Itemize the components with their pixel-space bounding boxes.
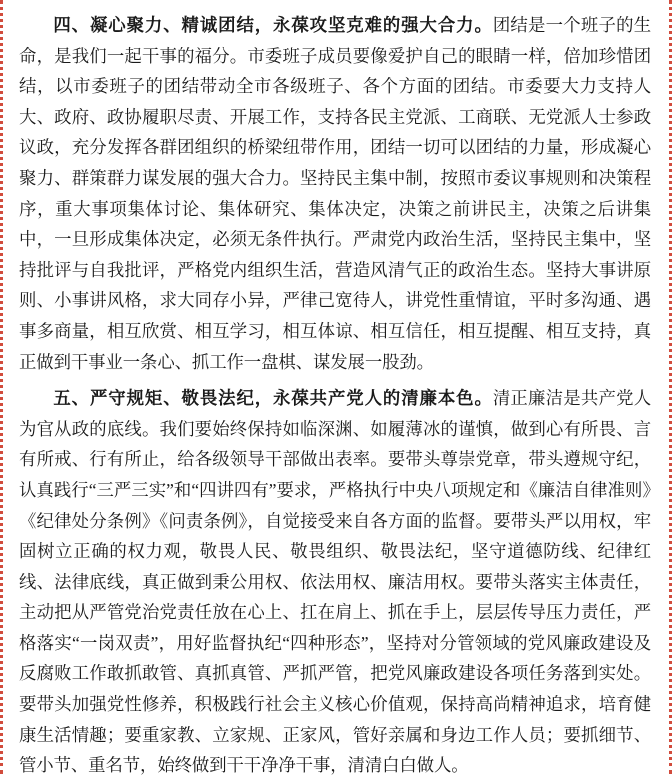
section-four-heading: 四、凝心聚力、精诚团结，永葆攻坚克难的强大合力。 xyxy=(53,15,493,35)
document-body xyxy=(19,10,651,781)
section-five-heading: 五、严守规矩、敬畏法纪，永葆共产党人的清廉本色。 xyxy=(53,388,493,409)
paragraph-section-four xyxy=(19,10,651,377)
paragraph-section-five xyxy=(19,383,651,781)
section-five-body: 清正廉洁是共产党人为官从政的底线。我们要始终保持如临深渊、如履薄冰的谨慎，做到心有所畏、言有所戒、行有所止，给各级领导干部做出表率。要带头尊崇党章，带头遵规守纪，认真践行“三严三实”和“四讲四有”要求，严格执行中央八项规定和《廉洁自律准则》《纪律处分条例》《问责条例》，自觉接受来自各方面的监督。要带头严以用权，牢固树立正确的权力观，敬畏人民、敬畏组织、敬畏法纪，坚守道德防线、纪律红线、法律底线，真正做到秉公用权、依法用权、廉洁用权。要带头落实主体责任，主动把从严管党治党责任放在心上、扛在肩上、抓在手上，层层传导压力责任，严格落实“一岗双责”，用好监督执纪“四种形态”，坚持对分管领域的党风廉政建设及反腐败工作敢抓敢管、真抓真管、严抓严管，把党风廉政建设各项任务落到实处。要带头加强党性修养，积极践行社会主义核心价值观，保持高尚精神追求，培育健康生活情趣；要重家教、立家规、正家风，管好亲属和身边工作人员；要抓细节、管小节、重名节，始终做到干干净净干事，清清白白做人。 xyxy=(19,388,651,776)
section-four-body: 团结是一个班子的生命，是我们一起干事的福分。市委班子成员要像爱护自己的眼睛一样，倍加珍惜团结，以市委班子的团结带动全市各级班子、各个方面的团结。市委要大力支持人大、政府、政协履职尽责、开展工作，支持各民主党派、工商联、无党派人士参政议政，充分发挥各群团组织的桥梁纽带作用，团结一切可以团结的力量，形成凝心聚力、群策群力谋发展的强大合力。坚持民主集中制，按照市委议事规则和决策程序，重大事项集体讨论、集体研究、集体决定，决策之前讲民主，决策之后讲集中，一旦形成集体决定，必须无条件执行。严肃党内政治生活，坚持民主集中，坚持批评与自我批评，严格党内组织生活，营造风清气正的政治生态。坚持大事讲原则、小事讲风格，求大同存小异，严律己宽待人，讲党性重情谊，平时多沟通、遇事多商量，相互欣赏、相互学习，相互体谅、相互信任，相互提醒、相互支持，真正做到干事业一条心、抓工作一盘棋、谋发展一股劲。 xyxy=(19,15,651,372)
